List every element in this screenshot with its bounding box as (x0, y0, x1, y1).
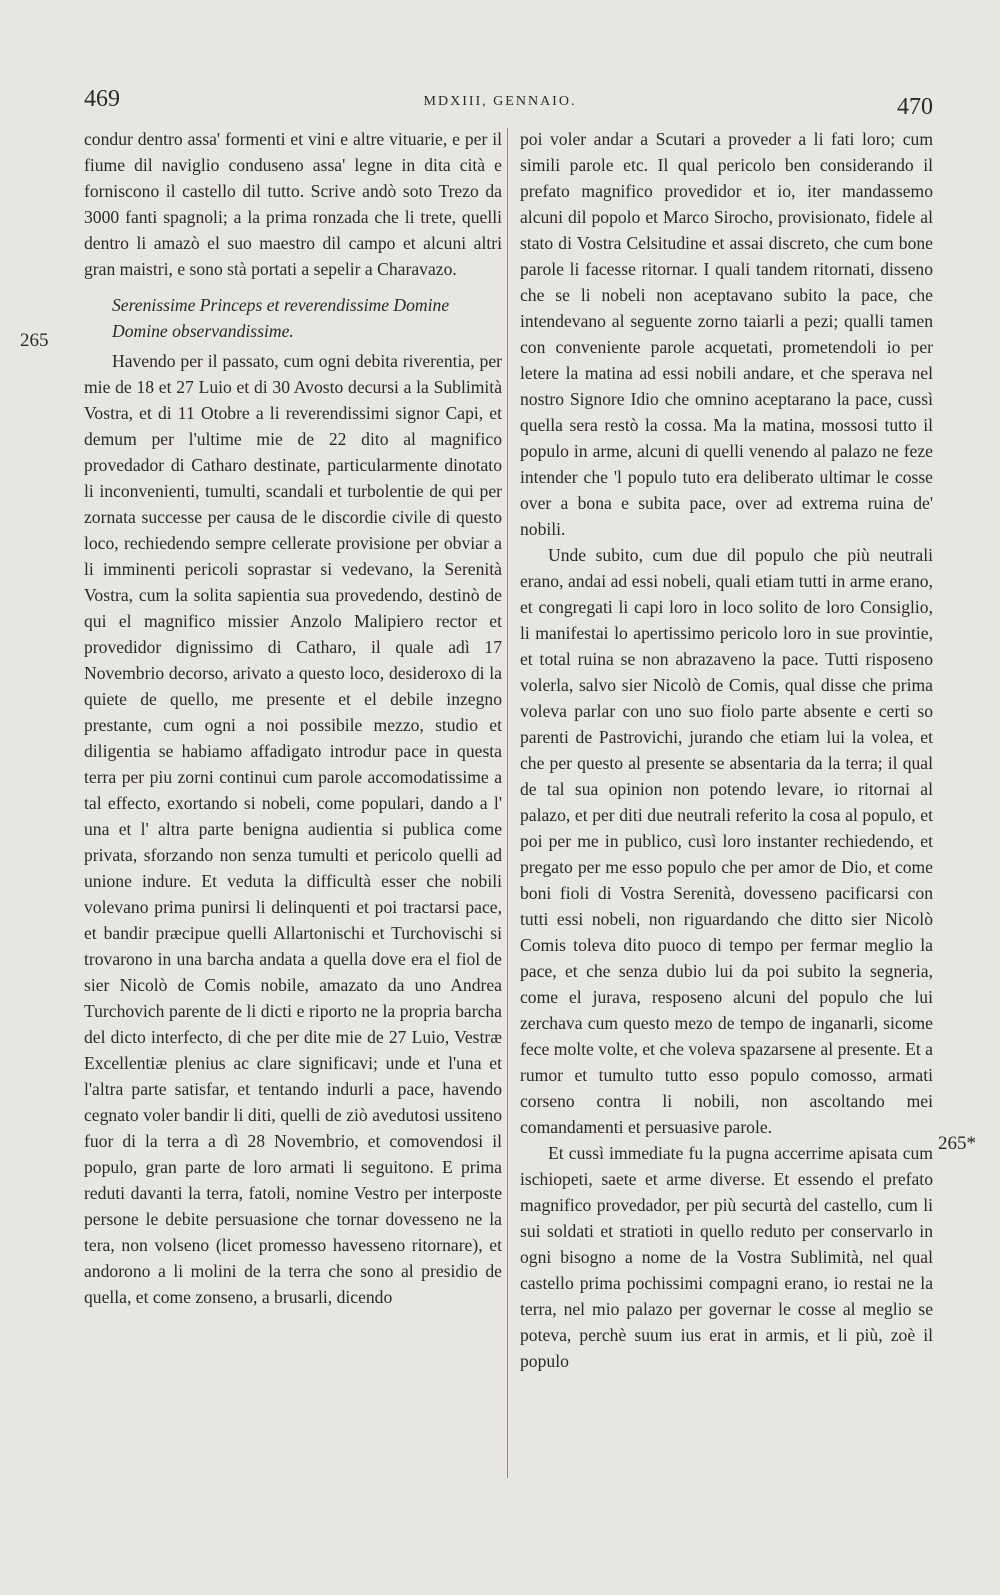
page-number-right: 470 (897, 94, 933, 120)
page-header (0, 86, 1000, 126)
left-column (84, 126, 502, 1310)
running-title: MDXIII, GENNAIO. (423, 94, 577, 109)
margin-number-left: 265 (20, 330, 49, 351)
margin-number-right: 265* (938, 1133, 976, 1154)
letter-salutation: Serenissime Princeps et reverendissime Domine Domine observandissime. (112, 295, 450, 341)
page-number-left: 469 (84, 86, 120, 112)
paragraph: condur dentro assa' formenti et vini e altre vituarie, e per il fiume dil naviglio conduseno assa' legne in dita cità e forniscono il castello dil tutto. Scrive andò soto Trezo da 3000 fanti spagnoli; a la prima ronzada che li trete, quelli dentro li amazò el suo maestro dil campo et alcuni altri gran maistri, e sono stà portati a sepelir a Charavazo. (84, 129, 502, 279)
paragraph: Et cussì immediate fu la pugna accerrime apisata cum ischiopeti, saete et arme diverse. Et essendo el prefato magnifico provedador, per più securtà del castello, cum li sui soldati et stratioti in quello reduto per conservarlo in ogni bisogno a nome de la Vostra Sublimità, nel qual castello prima pochissimi compagni erano, io restai ne la terra, nel mio palazo per governar le cosse al meglio se poteva, perchè suum ius erat in armis, et li più, zoè il populo (520, 1143, 933, 1371)
paragraph: Unde subito, cum due dil populo che più neutrali erano, andai ad essi nobeli, quali etiam tutti in arme erano, et congregati li capi loro in loco solito de loro Consiglio, li manifestai lo apertissimo pericolo loro in sue provintie, et total ruina se non abrazaveno la pace. Tutti risposeno volerla, salvo sier Nicolò de Comis, qual disse che prima voleva parlar con uno suo fiolo parte absente e certi so parenti de Pastrovichi, jurando che etiam lui la volea, et che per questo al presente se absentaria da la terra; il qual de tal sua opinion non potendo levare, io ritornai al palazo, et per diti due neutrali referito la cosa al populo, et poi per me in publico, cusì loro instanter rechiedendo, et pregato per me esso populo che per amor de Dio, et come boni fioli di Vostra Serenità, dovesseno pacificarsi con tutti essi nobeli, non riguardando che ditto sier Nicolò Comis toleva dito puoco di tempo per fermar meglio la pace, et che senza dubio lui da poi subito la segneria, come el jurava, resposeno alcuni del populo che lui zerchava cum questo mezo de tempo de inganarli, sicome fece molte volte, et che voleva spazarsene al presente. Et a rumor et tumulto tutto esso populo comosso, armati corseno contra li nobili, non ascoltando mei comandamenti et persuasive parole. (520, 545, 933, 1137)
paragraph: Havendo per il passato, cum ogni debita riverentia, per mie de 18 et 27 Luio et di 30 Avosto decursi a la Sublimità Vostra, et di 11 Otobre a li reverendissimi signor Capi, et demum per l'ultime mie de 22 dito al magnifico provedador di Catharo destinate, particularmente dinotato li inconvenienti, tumulti, scandali et turbolentie de qui per zornata successe per causa de le discordie civile di questo loco, rechiedendo sempre cellerate provisione per obviar a li imminenti pericoli soprastar si vedevano, la Serenità Vostra, cum la solita sapientia sua provedendo, destinò de qui el magnifico missier Anzolo Malipiero rector et provedidor dignissimo di Catharo, il quale adì 17 Novembrio decorso, arivato a questo loco, desideroxo di la quiete de quello, me presente et el debile inzegno prestante, cum ogni a noi possibile mezzo, studio et diligentia se habiamo affadigato introdur pace in questa terra per piu zorni continui cum parole accomodatissime a tal effecto, exortando si nobeli, come populari, dando a l' una et l' altra parte benigna audientia si publica come privata, sforzando non senza tumulti et pericolo quelli ad unione indure. Et veduta la difficultà esser che nobili volevano prima punirsi li delinquenti et poi tractarsi pace, et bandir præcipue quelli Allartonischi et Turchovischi si trovarono in una barcha andata a quella dove era el fiol de sier Nicolò de Comis nobile, amazato da uno Andrea Turchovich parente de li dicti e riporto ne la propria barcha del dicto interfecto, di che per dite mie de 27 Luio, Vestræ Excellentiæ plenius ac clare significavi; unde et l'una et l'altra parte satisfar, et tentando indurli a pace, havendo cegnato voler bandir li diti, quelli de ziò avedutosi ussiteno fuor di la terra a dì 28 Novembrio, et comovendosi il populo, gran parte de loro armati li seguitono. E prima reduti davanti la terra, fatoli, nomine Vestro per interposte persone le debite persuasione che tornar dovesseno ne la tera, non volseno (licet promesso havesseno ritornare), et andorono a li molini de la terra che sono al presidio de quella, et come zonseno, a brusarli, dicendo (84, 351, 502, 1307)
paragraph: poi voler andar a Scutari a proveder a li fati loro; cum simili parole etc. Il qual pericolo ben considerando il prefato magnifico provedidor et io, iter mandassemo alcuni dil popolo et Marco Sirocho, provisionato, fidele al stato di Vostra Celsitudine et assai discreto, che cum bone parole li facesse ritornar. I quali tandem ritornati, disseno che se li nobeli non aceptavano subito la pace, che intendevano al seguente zorno taiarli a pezi; qualli tamen con conveniente parole acquetati, prometendoli io per letere la matina ad essi nobili andare, et che sperava nel nostro Signore Idio che omnino aceptarano la pace, cussì quella sera restò la cossa. Ma la matina, mossosi tutto il populo in arme, alcuni di quelli venendo al palazo ne feze intender che 'l populo tuto era deliberato ultimar le cosse over a bona e subita pace, over ad extrema ruina de' nobili. (520, 129, 933, 539)
column-divider (507, 128, 508, 1478)
right-column (520, 126, 933, 1374)
